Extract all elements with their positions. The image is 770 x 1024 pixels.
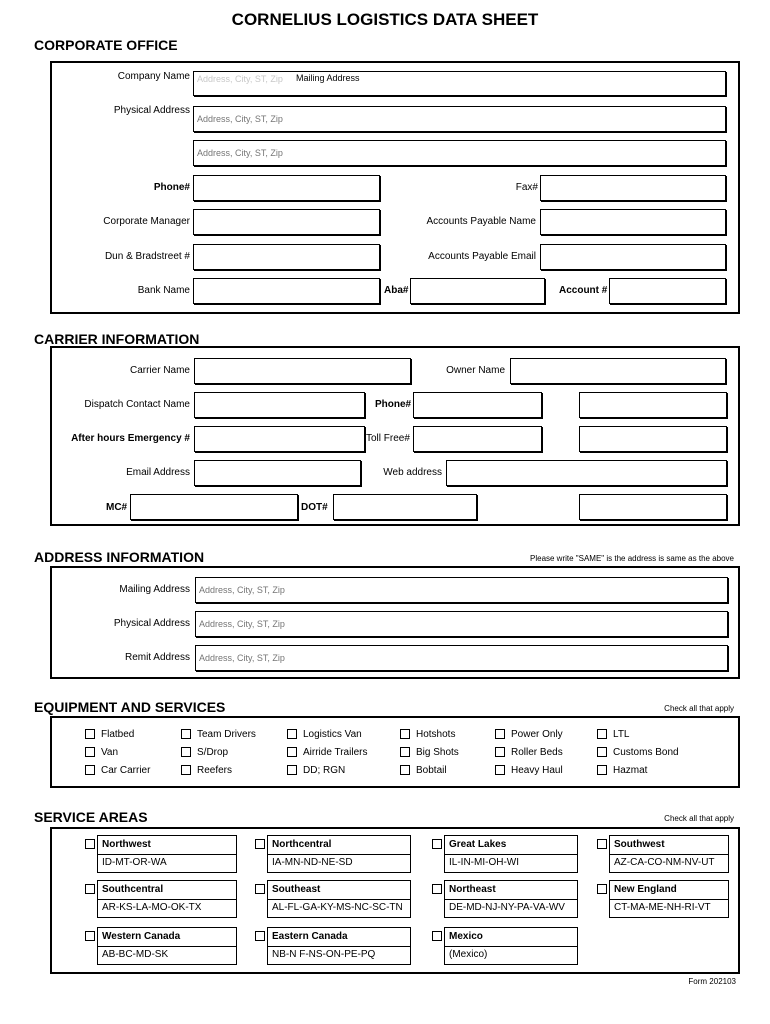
dispatch-contact-input[interactable] xyxy=(194,392,365,418)
region-name: Northeast xyxy=(449,884,496,895)
flatbed-label: Flatbed xyxy=(101,729,135,740)
car-carrier-checkbox[interactable] xyxy=(85,765,95,775)
region-eastern-canada xyxy=(267,927,411,965)
company-name-value: Mailing Address xyxy=(296,73,360,83)
phone-label: Phone# xyxy=(153,182,190,193)
team-drivers-checkbox[interactable] xyxy=(181,729,191,739)
airride-trailers-label: Airride Trailers xyxy=(303,747,368,758)
region-new-england xyxy=(609,880,729,918)
address-physical-label: Physical Address xyxy=(113,618,190,629)
region-codes: ID-MT-OR-WA xyxy=(102,857,167,868)
region-southeast xyxy=(267,880,411,918)
power-only-label: Power Only xyxy=(511,729,563,740)
region-name: Eastern Canada xyxy=(272,931,348,942)
s-drop-checkbox[interactable] xyxy=(181,747,191,757)
company-name-field[interactable] xyxy=(193,71,726,96)
roller-beds-checkbox[interactable] xyxy=(495,747,505,757)
heavy-haul-label: Heavy Haul xyxy=(511,765,563,776)
corporate-physical-address-line2-input[interactable] xyxy=(193,140,726,166)
web-address-input[interactable] xyxy=(446,460,727,486)
carrier-name-input[interactable] xyxy=(194,358,411,384)
new-england-checkbox[interactable] xyxy=(597,884,607,894)
after-hours-label: After hours Emergency # xyxy=(71,433,190,444)
dun-bradstreet-label: Dun & Bradstreet # xyxy=(104,251,190,262)
region-codes: CT-MA-ME-NH-RI-VT xyxy=(614,902,711,913)
toll-free-extra-input[interactable] xyxy=(579,426,727,452)
region-divider xyxy=(445,899,577,900)
toll-free-input[interactable] xyxy=(413,426,542,452)
mc-number-input[interactable] xyxy=(130,494,298,520)
corporate-phone-input[interactable] xyxy=(193,175,380,201)
dd-rgn-label: DD; RGN xyxy=(303,765,346,776)
region-codes: AZ-CA-CO-NM-NV-UT xyxy=(614,857,715,868)
region-codes: (Mexico) xyxy=(449,949,488,960)
region-codes: IL-IN-MI-OH-WI xyxy=(449,857,519,868)
big-shots-label: Big Shots xyxy=(416,747,459,758)
dun-bradstreet-input[interactable] xyxy=(193,244,380,270)
fax-label: Fax# xyxy=(515,182,538,193)
airride-trailers-checkbox[interactable] xyxy=(287,747,297,757)
northwest-checkbox[interactable] xyxy=(85,839,95,849)
region-divider xyxy=(610,899,728,900)
region-codes: AL-FL-GA-KY-MS-NC-SC-TN xyxy=(272,902,403,913)
service-areas-note: Check all that apply xyxy=(664,814,734,823)
northcentral-checkbox[interactable] xyxy=(255,839,265,849)
bank-name-input[interactable] xyxy=(193,278,380,304)
email-address-label: Email Address xyxy=(126,467,190,478)
after-hours-input[interactable] xyxy=(194,426,365,452)
customs-bond-checkbox[interactable] xyxy=(597,747,607,757)
aba-label: Aba# xyxy=(384,285,409,296)
carrier-phone-label: Phone# xyxy=(375,399,412,410)
dispatch-contact-label: Dispatch Contact Name xyxy=(84,399,190,410)
region-northeast xyxy=(444,880,578,918)
account-label: Account # xyxy=(559,285,608,296)
carrier-phone-extra-input[interactable] xyxy=(579,392,727,418)
region-divider xyxy=(268,946,410,947)
carrier-phone-input[interactable] xyxy=(413,392,542,418)
section-heading-corporate: CORPORATE OFFICE xyxy=(34,37,178,53)
region-codes: NB-N F-NS-ON-PE-PQ xyxy=(272,949,376,960)
reefers-label: Reefers xyxy=(197,765,233,776)
hazmat-checkbox[interactable] xyxy=(597,765,607,775)
region-divider xyxy=(268,854,410,855)
aba-input[interactable] xyxy=(410,278,545,304)
carrier-email-input[interactable] xyxy=(194,460,361,486)
ltl-checkbox[interactable] xyxy=(597,729,607,739)
team-drivers-label: Team Drivers xyxy=(197,729,256,740)
section-heading-address: ADDRESS INFORMATION xyxy=(34,549,205,565)
region-southcentral xyxy=(97,880,237,918)
section-heading-service-areas: SERVICE AREAS xyxy=(34,809,148,825)
address-note: Please write "SAME" is the address is same as the above xyxy=(530,554,734,563)
bobtail-label: Bobtail xyxy=(416,765,447,776)
dd-rgn-checkbox[interactable] xyxy=(287,765,297,775)
bobtail-checkbox[interactable] xyxy=(400,765,410,775)
region-codes: AR-KS-LA-MO-OK-TX xyxy=(102,902,202,913)
dot-extra-input[interactable] xyxy=(579,494,727,520)
region-southwest xyxy=(609,835,729,873)
remit-address-label: Remit Address xyxy=(124,652,190,663)
region-northcentral xyxy=(267,835,411,873)
corporate-physical-address-input[interactable] xyxy=(193,106,726,132)
s-drop-label: S/Drop xyxy=(197,747,229,758)
region-codes: DE-MD-NJ-NY-PA-VA-WV xyxy=(449,902,565,913)
logistics-van-checkbox[interactable] xyxy=(287,729,297,739)
southeast-checkbox[interactable] xyxy=(255,884,265,894)
region-name: New England xyxy=(614,884,677,895)
physical-address-label: Physical Address xyxy=(113,105,190,116)
southcentral-checkbox[interactable] xyxy=(85,884,95,894)
region-name: Mexico xyxy=(449,931,483,942)
region-divider xyxy=(610,854,728,855)
mailing-address-input[interactable] xyxy=(195,577,728,603)
section-heading-equipment: EQUIPMENT AND SERVICES xyxy=(34,699,226,715)
region-divider xyxy=(98,946,236,947)
corporate-fax-input[interactable] xyxy=(540,175,726,201)
western-canada-checkbox[interactable] xyxy=(85,931,95,941)
car-carrier-label: Car Carrier xyxy=(101,765,151,776)
region-mexico xyxy=(444,927,578,965)
mailing-address-label: Mailing Address xyxy=(119,584,190,595)
accounts-payable-email-input[interactable] xyxy=(540,244,726,270)
accounts-payable-email-label: Accounts Payable Email xyxy=(428,251,536,262)
region-name: Northwest xyxy=(102,839,151,850)
company-name-ghost-text: Address, City, ST, Zip xyxy=(197,74,283,84)
ltl-label: LTL xyxy=(613,729,630,740)
region-northwest xyxy=(97,835,237,873)
region-name: Southwest xyxy=(614,839,665,850)
eastern-canada-checkbox[interactable] xyxy=(255,931,265,941)
van-label: Van xyxy=(101,747,119,758)
northeast-checkbox[interactable] xyxy=(432,884,442,894)
region-name: Northcentral xyxy=(272,839,332,850)
company-name-label: Company Name xyxy=(117,71,190,82)
hotshots-checkbox[interactable] xyxy=(400,729,410,739)
account-number-input[interactable] xyxy=(609,278,726,304)
accounts-payable-name-label: Accounts Payable Name xyxy=(426,216,536,227)
equipment-note: Check all that apply xyxy=(664,704,734,713)
logistics-van-label: Logistics Van xyxy=(303,729,362,740)
owner-name-input[interactable] xyxy=(510,358,726,384)
region-name: Southcentral xyxy=(102,884,164,895)
corporate-manager-label: Corporate Manager xyxy=(103,216,190,227)
region-divider xyxy=(268,899,410,900)
great-lakes-checkbox[interactable] xyxy=(432,839,442,849)
hotshots-label: Hotshots xyxy=(416,729,456,740)
mexico-checkbox[interactable] xyxy=(432,931,442,941)
region-divider xyxy=(445,946,577,947)
roller-beds-label: Roller Beds xyxy=(511,747,563,758)
power-only-checkbox[interactable] xyxy=(495,729,505,739)
van-checkbox[interactable] xyxy=(85,747,95,757)
section-heading-carrier: CARRIER INFORMATION xyxy=(34,331,200,347)
accounts-payable-name-input[interactable] xyxy=(540,209,726,235)
flatbed-checkbox[interactable] xyxy=(85,729,95,739)
web-address-label: Web address xyxy=(383,467,442,478)
region-divider xyxy=(445,854,577,855)
southwest-checkbox[interactable] xyxy=(597,839,607,849)
address-physical-input[interactable] xyxy=(195,611,728,637)
region-codes: IA-MN-ND-NE-SD xyxy=(272,857,353,868)
dot-number-input[interactable] xyxy=(333,494,477,520)
carrier-name-label: Carrier Name xyxy=(129,365,190,376)
form-title: CORNELIUS LOGISTICS DATA SHEET xyxy=(231,10,539,29)
dot-label: DOT# xyxy=(301,502,328,513)
mc-label: MC# xyxy=(106,502,128,513)
reefers-checkbox[interactable] xyxy=(181,765,191,775)
customs-bond-label: Customs Bond xyxy=(613,747,679,758)
region-western-canada xyxy=(97,927,237,965)
form-number: Form 202103 xyxy=(688,977,736,986)
region-divider xyxy=(98,899,236,900)
hazmat-label: Hazmat xyxy=(613,765,648,776)
owner-name-label: Owner Name xyxy=(446,365,505,376)
region-codes: AB-BC-MD-SK xyxy=(102,949,169,960)
bank-name-label: Bank Name xyxy=(137,285,190,296)
region-name: Western Canada xyxy=(102,931,181,942)
region-great-lakes xyxy=(444,835,578,873)
remit-address-input[interactable] xyxy=(195,645,728,671)
heavy-haul-checkbox[interactable] xyxy=(495,765,505,775)
big-shots-checkbox[interactable] xyxy=(400,747,410,757)
region-name: Great Lakes xyxy=(449,839,507,850)
toll-free-label: Toll Free# xyxy=(366,433,410,444)
region-divider xyxy=(98,854,236,855)
region-name: Southeast xyxy=(272,884,321,895)
corporate-manager-input[interactable] xyxy=(193,209,380,235)
